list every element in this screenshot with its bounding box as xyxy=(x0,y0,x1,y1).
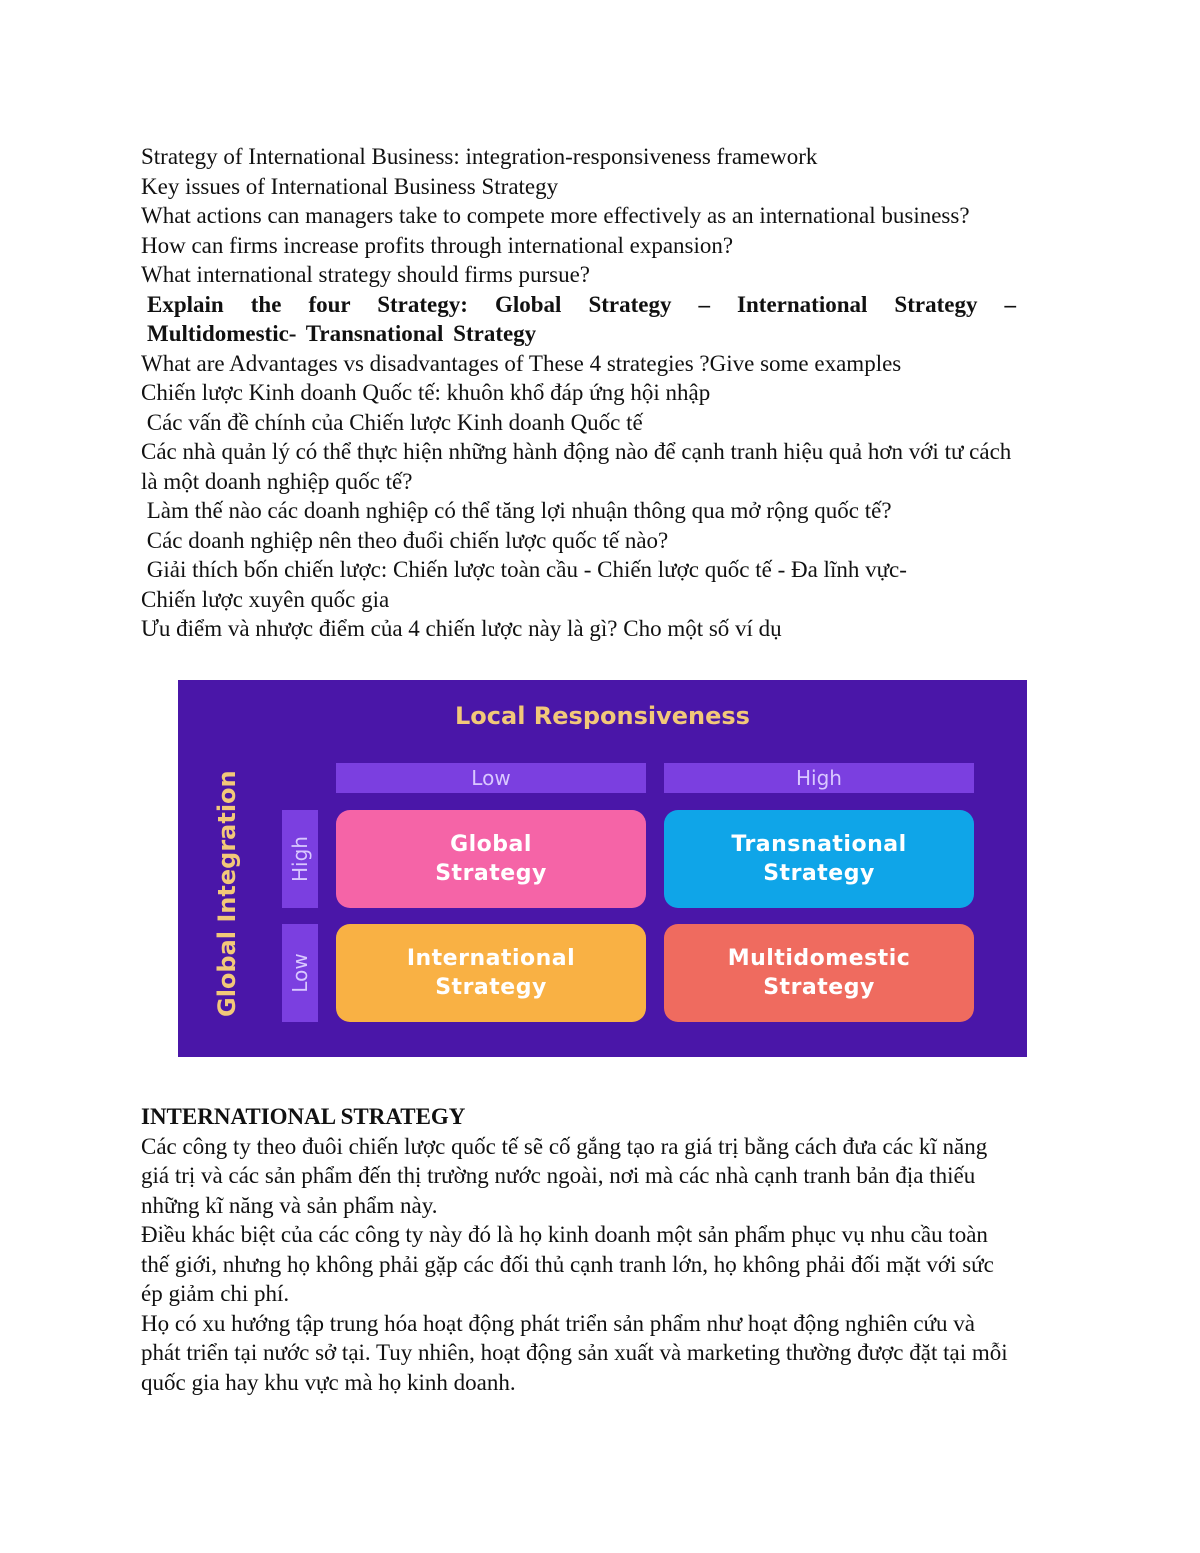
text-line: Làm thế nào các doanh nghiệp có thể tăng lợi nhuận thông qua mở rộng quốc tế? xyxy=(141,498,892,523)
figure-title: Local Responsiveness xyxy=(455,702,750,730)
document-body xyxy=(141,142,1016,644)
cell-label: Multidomestic xyxy=(727,946,911,971)
international-strategy-section xyxy=(141,1102,1016,1397)
intro-line: What actions can managers take to compete more effectively as an international business? xyxy=(141,203,970,228)
international-strategy-cell xyxy=(336,924,646,1022)
cell-label: International xyxy=(406,946,576,971)
intro-line: How can firms increase profits through international expansion? xyxy=(141,232,734,258)
cell-label: Strategy xyxy=(763,975,875,1000)
section-paragraph: Điều khác biệt của các công ty này đó là họ kinh doanh một sản phẩm phục vụ nhu cầu toàn thế giới, nhưng họ không phải gặp các đối thủ cạnh tranh lớn, họ không phải đối mặt với sức ép giảm chi phí. xyxy=(141,1222,994,1306)
text-line: Các doanh nghiệp nên theo đuổi chiến lược quốc tế nào? xyxy=(141,527,669,553)
multidomestic-strategy-cell xyxy=(664,924,974,1022)
text-line: What are Advantages vs disadvantages of These 4 strategies ?Give some examples xyxy=(141,350,902,376)
cell-label: Strategy xyxy=(435,975,547,1000)
text-line: Các vấn đề chính của Chiến lược Kinh doanh Quốc tế xyxy=(141,409,643,435)
text-line: Giải thích bốn chiến lược: Chiến lược toàn cầu - Chiến lược quốc tế - Đa lĩnh vực- Chiến lược xuyên quốc gia xyxy=(141,557,913,612)
strategy-matrix-figure xyxy=(178,680,1027,1057)
row-header-low xyxy=(282,924,318,1022)
transnational-strategy-cell xyxy=(664,810,974,908)
column-header-high: High xyxy=(664,763,974,793)
global-strategy-cell xyxy=(336,810,646,908)
cell-label: Transnational xyxy=(731,832,907,857)
text-line: Các nhà quản lý có thể thực hiện những hành động nào để cạnh tranh hiệu quả hơn với tư cách là một doanh nghiệp quốc tế? xyxy=(141,439,1012,494)
figure-y-title: Global Integration xyxy=(213,770,241,1017)
cell-label: Strategy xyxy=(763,861,875,886)
section-paragraph: Các công ty theo đuôi chiến lược quốc tế sẽ cố gắng tạo ra giá trị bằng cách đưa các kĩ năng giá trị và các sản phẩm đến thị trường nước ngoài, nơi mà các nhà cạnh tranh bản địa thiếu những kĩ năng và sản phẩm này. xyxy=(141,1133,988,1218)
row-header-high-label: High xyxy=(288,836,312,882)
intro-line: What international strategy should firms pursue? xyxy=(141,262,591,287)
row-header-low-label: Low xyxy=(288,953,312,993)
cell-label: Strategy xyxy=(435,861,547,886)
section-heading: INTERNATIONAL STRATEGY xyxy=(141,1104,466,1129)
text-line: Ưu điểm và nhược điểm của 4 chiến lược này là gì? Cho một số ví dụ xyxy=(141,616,782,641)
cell-label: Global xyxy=(450,832,532,857)
column-header-low: Low xyxy=(336,763,646,793)
section-paragraph: Họ có xu hướng tập trung hóa hoạt động phát triển sản phẩm như hoạt động nghiên cứu và phát triển tại nước sở tại. Tuy nhiên, hoạt động sản xuất và marketing thường được đặt tại mỗi quốc gia hay khu vực mà họ kinh doanh. xyxy=(141,1310,1008,1395)
row-header-high xyxy=(282,810,318,908)
text-line: Chiến lược Kinh doanh Quốc tế: khuôn khổ đáp ứng hội nhập xyxy=(141,380,711,405)
intro-line: Strategy of International Business: integration-responsiveness framework xyxy=(141,144,818,169)
intro-line: Key issues of International Business Strategy xyxy=(141,173,559,199)
bold-question: Explain the four Strategy: Global Strategy – International Strategy – Multidomestic- Transnational Strategy xyxy=(147,291,1016,346)
